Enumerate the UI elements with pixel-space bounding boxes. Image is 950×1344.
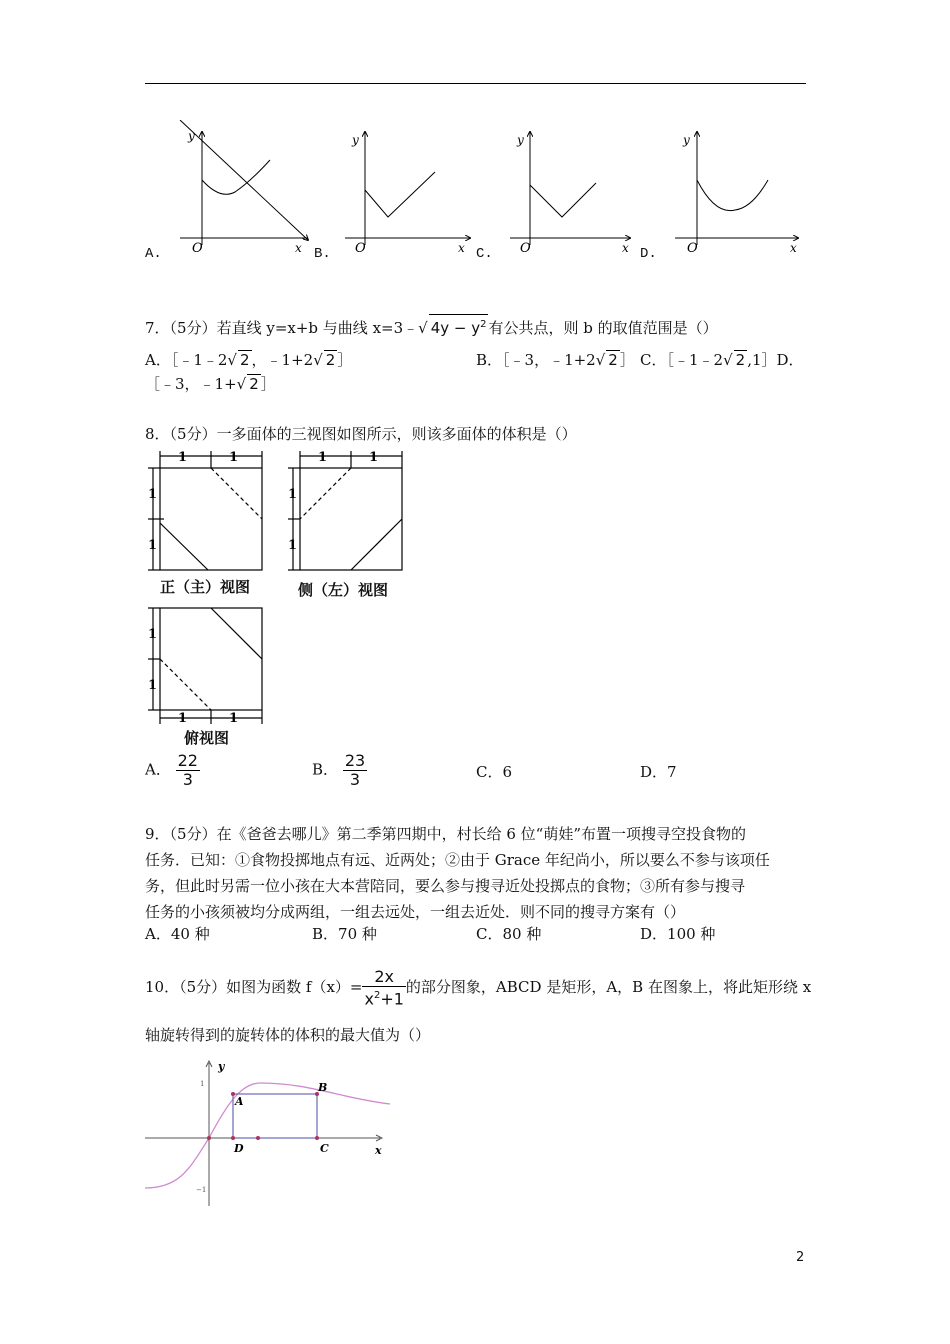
q6-option-d[interactable]: D. [640,246,657,262]
q7-option-b[interactable]: B．［﹣3，﹣1+2√ 2 ］ [476,351,635,369]
y-label: y [188,129,195,143]
q6-option-a[interactable]: A. [145,246,162,262]
y-axis-label: y [218,1060,225,1073]
x-axis-label: x [375,1144,382,1157]
q6-option-b[interactable]: B. [314,246,331,262]
graph-d [675,132,798,256]
side-view-caption: 侧（左）视图 [298,581,389,599]
x-label: x [295,241,302,255]
page-number: 2 [796,1250,805,1265]
origin-label: O [192,241,203,256]
point-d-label: D [234,1142,244,1155]
point-b-label: B [318,1081,328,1094]
q10-function-graph [140,1058,400,1208]
front-view-caption: 正（主）视图 [160,578,251,596]
y-label: y [517,133,524,147]
x-label: x [458,241,465,255]
q10-stem-line2: 轴旋转得到的旋转体的体积的最大值为（） [145,1026,431,1044]
q9-option-b[interactable]: B．70 种 [312,925,377,943]
svg-text:1: 1 [288,487,298,502]
header-rule [145,83,806,84]
x-label: x [790,241,797,255]
q7-option-d[interactable]: ［﹣3，﹣1+√ 2 ］ [145,375,276,393]
graph-c [510,132,630,256]
q9-option-a[interactable]: A．40 种 [145,925,210,943]
q7-option-c[interactable]: C．［﹣1﹣2√ 2 ,1］D． [640,351,804,369]
q10-stem: 10．（5分）如图为函数 f（x）= $\frac{2x}{x^2+1}$ 的部分图象，ABCD 是矩形，A，B 在图象上，将此矩形绕 x [145,967,812,1009]
svg-text:1: 1 [178,450,188,465]
svg-text:1: 1 [229,450,239,465]
origin-label: O [520,241,531,256]
svg-text:1: 1 [200,1080,205,1088]
svg-text:1: 1 [148,678,158,693]
q8-option-b[interactable]: B． $\frac{23}{3}$ [312,751,366,789]
q7-stem: 7．（5分）若直线 y=x+b 与曲线 x=3﹣√ $4y - y^2$ 有公共点，则 b 的取值范围是（） [145,314,718,338]
q9-option-d[interactable]: D．100 种 [640,925,716,943]
origin-label: O [687,241,698,256]
q8-option-c[interactable]: C．6 [476,763,513,781]
graph-b [345,132,470,256]
q8-option-a[interactable]: A． $\frac{22}{3}$ [145,751,198,789]
point-c-label: C [320,1142,329,1155]
svg-text:1: 1 [178,711,188,726]
svg-text:−1: −1 [196,1186,207,1194]
svg-text:1: 1 [148,627,158,642]
q7-option-a[interactable]: A．［﹣1﹣2√ 2 ，﹣1+2√ 2 ］ [145,351,353,369]
q6-option-c[interactable]: C. [476,246,493,262]
svg-text:1: 1 [148,487,158,502]
point-a-label: A [235,1095,244,1108]
y-label: y [352,133,359,147]
y-label: y [683,133,690,147]
svg-text:1: 1 [229,711,239,726]
q8-stem: 8．（5分）一多面体的三视图如图所示，则该多面体的体积是（） [145,425,577,443]
graph-a [180,120,308,256]
svg-text:1: 1 [369,450,379,465]
svg-text:1: 1 [148,538,158,553]
x-label: x [622,241,629,255]
q9-option-c[interactable]: C．80 种 [476,925,542,943]
svg-text:1: 1 [318,450,328,465]
q9-stem: 9．（5分）在《爸爸去哪儿》第二季第四期中，村长给 6 位“萌娃”布置一项搜寻空投食物的 任务．已知：①食物投掷地点有远、近两处；②由于 Grace 年纪尚小，所以要么不参与该项任 务，但此时另需一位小孩在大本营陪同，要么参与搜寻近处投掷点的食物；③所有参与搜寻 任务的小孩须被均分成两组，一组去远处，一组去近处．则不同的搜寻方案有（） [145,825,770,921]
top-view-caption: 俯视图 [184,729,230,747]
svg-text:1: 1 [288,538,298,553]
q8-option-d[interactable]: D．7 [640,763,677,781]
origin-label: O [355,241,366,256]
